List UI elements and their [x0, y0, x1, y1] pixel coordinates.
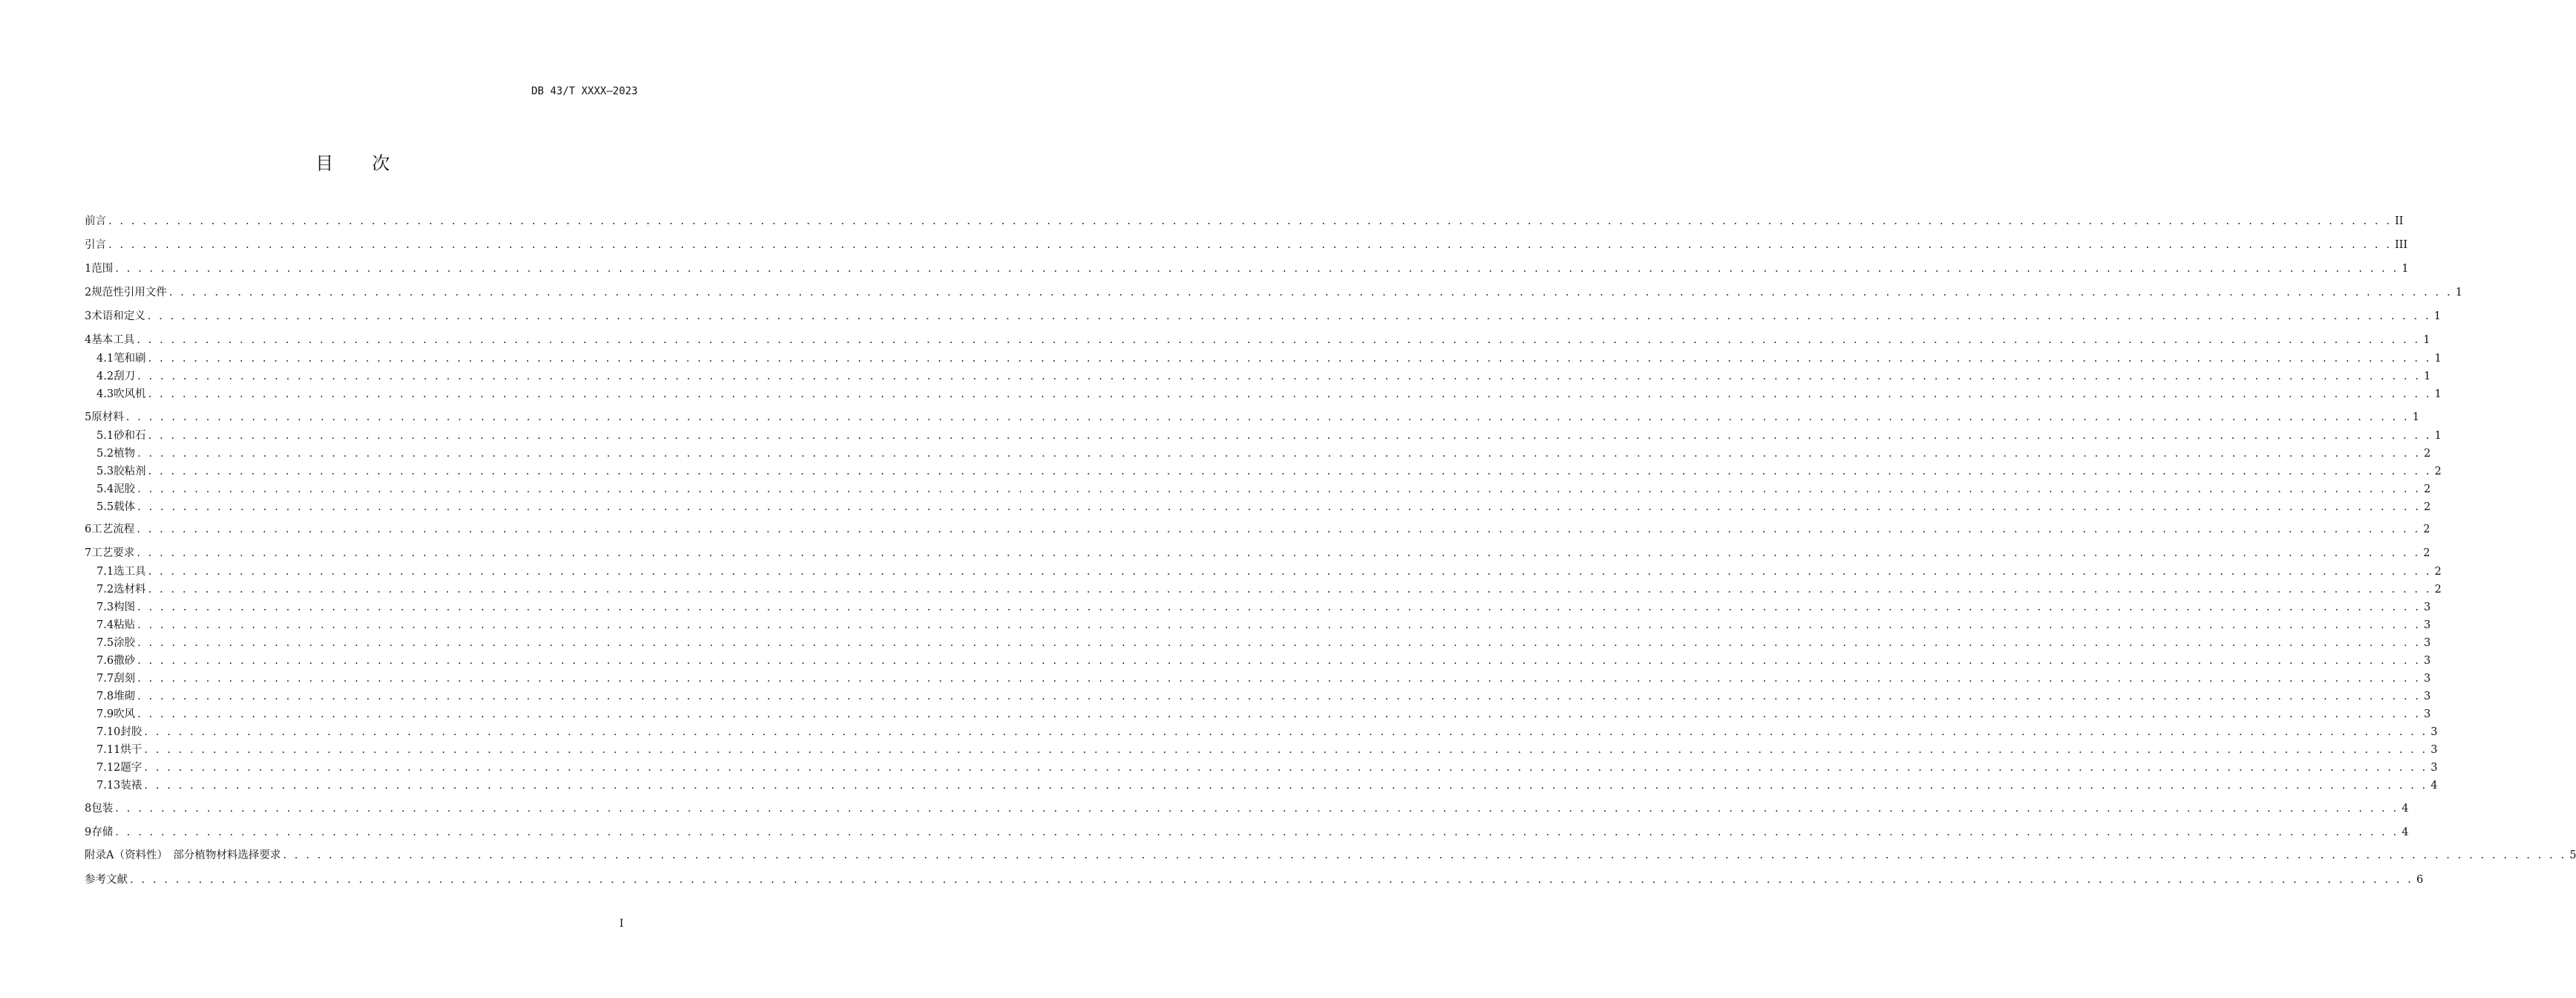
toc-entry[interactable] [85, 410, 2419, 425]
toc-entry-label: 工艺要求 [91, 547, 135, 559]
toc-entry-label: 植物 [114, 448, 136, 460]
toc-entry-label: 刮刻 [114, 673, 136, 685]
toc-entry-label: 附录A（资料性） 部分植物材料选择要求 [85, 849, 281, 861]
toc-entry-number: 7.8 [97, 691, 114, 702]
toc-entry-page: 4 [2402, 826, 2409, 838]
toc-entry-page: 1 [2433, 310, 2441, 322]
toc-leader-dots: . . . . . . . . . . . . . . . . . . . . . . . . . . . . . . . . . . . . . . . . . . . . . . . . . . . . . . . . . . . . . . . . . . . . . . . . . . . . . . . . . . . . . . . . . . . . . . . . . . . . . . . . . . . . . . . . . . . . . . . . . . . . . . . . . . . . . . . . . . . . . . . . . . . . . . . . . . . . . . . . . . . . . . . . . . . . . . . . . . . . . . . . . . . . . . . . . . . . . . . . [169, 287, 2453, 299]
toc-entry[interactable] [97, 671, 2431, 686]
toc-entry-label: 涂胶 [114, 637, 136, 649]
toc-entry[interactable] [85, 546, 2430, 561]
toc-entry-label: 构图 [114, 601, 136, 613]
toc-entry-page: 2 [2424, 501, 2431, 513]
toc-leader-dots: . . . . . . . . . . . . . . . . . . . . . . . . . . . . . . . . . . . . . . . . . . . . . . . . . . . . . . . . . . . . . . . . . . . . . . . . . . . . . . . . . . . . . . . . . . . . . . . . . . . . . . . . . . . . . . . . . . . . . . . . . . . . . . . . . . . . . . . . . . . . . . . . . . . . . . . . . . . . . . . . . . . . . . . . . . . . . . . . . . . . . . . . . . . . . . . . . . . . . . . . [148, 430, 2432, 442]
toc-entry[interactable] [85, 801, 2409, 816]
toc-entry-label: 范围 [91, 263, 114, 275]
toc-leader-dots: . . . . . . . . . . . . . . . . . . . . . . . . . . . . . . . . . . . . . . . . . . . . . . . . . . . . . . . . . . . . . . . . . . . . . . . . . . . . . . . . . . . . . . . . . . . . . . . . . . . . . . . . . . . . . . . . . . . . . . . . . . . . . . . . . . . . . . . . . . . . . . . . . . . . . . . . . . . . . . . . . . . . . . . . . . . . . . . . . . . . . . . . . . . . . . . . . . . . . . . . [137, 448, 2422, 460]
toc-leader-dots: . . . . . . . . . . . . . . . . . . . . . . . . . . . . . . . . . . . . . . . . . . . . . . . . . . . . . . . . . . . . . . . . . . . . . . . . . . . . . . . . . . . . . . . . . . . . . . . . . . . . . . . . . . . . . . . . . . . . . . . . . . . . . . . . . . . . . . . . . . . . . . . . . . . . . . . . . . . . . . . . . . . . . . . . . . . . . . . . . . . . . . . . . . . . . . . . . . . . . . . . [108, 215, 2392, 227]
toc-entry-page: 3 [2424, 673, 2431, 685]
toc-entry-label: 选工具 [114, 566, 146, 578]
toc-entry-number: 6 [85, 524, 92, 535]
toc-entry-page: 3 [2424, 637, 2431, 649]
title-char: 次 [372, 153, 390, 174]
toc-entry[interactable] [97, 636, 2431, 650]
toc-entry-page: 2 [2434, 466, 2442, 477]
toc-leader-dots: . . . . . . . . . . . . . . . . . . . . . . . . . . . . . . . . . . . . . . . . . . . . . . . . . . . . . . . . . . . . . . . . . . . . . . . . . . . . . . . . . . . . . . . . . . . . . . . . . . . . . . . . . . . . . . . . . . . . . . . . . . . . . . . . . . . . . . . . . . . . . . . . . . . . . . . . . . . . . . . . . . . . . . . . . . . . . . . . . . . . . . . . . . . . . . . . . . . . . . . . [283, 849, 2567, 861]
toc-entry-number: 5.2 [97, 448, 114, 460]
toc-entry-page: 2 [2434, 584, 2442, 596]
toc-entry-number: 7.11 [97, 744, 121, 756]
toc-entry[interactable] [97, 482, 2431, 497]
toc-entry-number: 7.2 [97, 584, 114, 596]
toc-entry-page: 6 [2416, 874, 2424, 886]
toc-entry-number: 4 [85, 334, 92, 346]
toc-leader-dots: . . . . . . . . . . . . . . . . . . . . . . . . . . . . . . . . . . . . . . . . . . . . . . . . . . . . . . . . . . . . . . . . . . . . . . . . . . . . . . . . . . . . . . . . . . . . . . . . . . . . . . . . . . . . . . . . . . . . . . . . . . . . . . . . . . . . . . . . . . . . . . . . . . . . . . . . . . . . . . . . . . . . . . . . . . . . . . . . . . . . . . . . . . . . . . . . . . . . . . . . [137, 371, 2422, 382]
toc-entry[interactable] [97, 500, 2431, 515]
toc-entry-page: 1 [2402, 263, 2409, 275]
toc-entry-label: 烘干 [120, 744, 143, 756]
toc-entry[interactable] [97, 351, 2442, 366]
toc-entry-label: 刮刀 [114, 371, 136, 382]
toc-entry-label: 规范性引用文件 [91, 287, 167, 299]
toc-leader-dots: . . . . . . . . . . . . . . . . . . . . . . . . . . . . . . . . . . . . . . . . . . . . . . . . . . . . . . . . . . . . . . . . . . . . . . . . . . . . . . . . . . . . . . . . . . . . . . . . . . . . . . . . . . . . . . . . . . . . . . . . . . . . . . . . . . . . . . . . . . . . . . . . . . . . . . . . . . . . . . . . . . . . . . . . . . . . . . . . . . . . . . . . . . . . . . . . . . . . . . . . [137, 524, 2421, 535]
toc-leader-dots: . . . . . . . . . . . . . . . . . . . . . . . . . . . . . . . . . . . . . . . . . . . . . . . . . . . . . . . . . . . . . . . . . . . . . . . . . . . . . . . . . . . . . . . . . . . . . . . . . . . . . . . . . . . . . . . . . . . . . . . . . . . . . . . . . . . . . . . . . . . . . . . . . . . . . . . . . . . . . . . . . . . . . . . . . . . . . . . . . . . . . . . . . . . . . . . . . . . . . . . . [115, 803, 2399, 815]
toc-entry-page: 1 [2434, 430, 2442, 442]
toc-entry-label: 存储 [91, 826, 114, 838]
toc-entry[interactable] [97, 387, 2442, 402]
toc-entry[interactable] [97, 707, 2431, 722]
toc-entry-number: 5.5 [97, 501, 114, 513]
toc-entry[interactable] [85, 873, 2424, 887]
toc-entry[interactable] [85, 238, 2408, 252]
toc-entry-number: 7.7 [97, 673, 114, 685]
toc-leader-dots: . . . . . . . . . . . . . . . . . . . . . . . . . . . . . . . . . . . . . . . . . . . . . . . . . . . . . . . . . . . . . . . . . . . . . . . . . . . . . . . . . . . . . . . . . . . . . . . . . . . . . . . . . . . . . . . . . . . . . . . . . . . . . . . . . . . . . . . . . . . . . . . . . . . . . . . . . . . . . . . . . . . . . . . . . . . . . . . . . . . . . . . . . . . . . . . . . . . . . . . . [144, 744, 2428, 756]
toc-entry-label: 笔和刷 [114, 353, 146, 365]
toc-leader-dots: . . . . . . . . . . . . . . . . . . . . . . . . . . . . . . . . . . . . . . . . . . . . . . . . . . . . . . . . . . . . . . . . . . . . . . . . . . . . . . . . . . . . . . . . . . . . . . . . . . . . . . . . . . . . . . . . . . . . . . . . . . . . . . . . . . . . . . . . . . . . . . . . . . . . . . . . . . . . . . . . . . . . . . . . . . . . . . . . . . . . . . . . . . . . . . . . . . . . . . . . [130, 874, 2413, 886]
toc-entry-number: 7.13 [97, 780, 121, 792]
toc-entry-page: 2 [2424, 448, 2431, 460]
toc-entry-number: 8 [85, 803, 92, 815]
toc-entry[interactable] [85, 214, 2404, 229]
toc-entry-number: 5.4 [97, 483, 114, 495]
toc-entry-label: 术语和定义 [91, 310, 146, 322]
toc-entry-number: 7.4 [97, 619, 114, 631]
toc-entry-page: 3 [2424, 708, 2431, 720]
toc-entry-page: II [2394, 215, 2404, 227]
footer-page-number: I [619, 918, 624, 930]
toc-entry-label: 粘贴 [114, 619, 136, 631]
toc-entry-page: 3 [2424, 691, 2431, 702]
toc-entry[interactable] [97, 743, 2438, 757]
toc-entry-page: 3 [2424, 655, 2431, 667]
toc-entry-number: 7.1 [97, 566, 114, 578]
toc-leader-dots: . . . . . . . . . . . . . . . . . . . . . . . . . . . . . . . . . . . . . . . . . . . . . . . . . . . . . . . . . . . . . . . . . . . . . . . . . . . . . . . . . . . . . . . . . . . . . . . . . . . . . . . . . . . . . . . . . . . . . . . . . . . . . . . . . . . . . . . . . . . . . . . . . . . . . . . . . . . . . . . . . . . . . . . . . . . . . . . . . . . . . . . . . . . . . . . . . . . . . . . . [137, 483, 2422, 495]
toc-leader-dots: . . . . . . . . . . . . . . . . . . . . . . . . . . . . . . . . . . . . . . . . . . . . . . . . . . . . . . . . . . . . . . . . . . . . . . . . . . . . . . . . . . . . . . . . . . . . . . . . . . . . . . . . . . . . . . . . . . . . . . . . . . . . . . . . . . . . . . . . . . . . . . . . . . . . . . . . . . . . . . . . . . . . . . . . . . . . . . . . . . . . . . . . . . . . . . . . . . . . . . . . [137, 619, 2422, 631]
toc-entry-page: 1 [2434, 388, 2442, 400]
toc-entry-label: 原材料 [91, 411, 124, 423]
toc-entry[interactable] [85, 261, 2409, 276]
toc-entry-page: 2 [2423, 547, 2430, 559]
toc-entry-number: 7.9 [97, 708, 114, 720]
toc-entry[interactable] [97, 618, 2431, 633]
toc-entry[interactable] [85, 309, 2441, 324]
toc-leader-dots: . . . . . . . . . . . . . . . . . . . . . . . . . . . . . . . . . . . . . . . . . . . . . . . . . . . . . . . . . . . . . . . . . . . . . . . . . . . . . . . . . . . . . . . . . . . . . . . . . . . . . . . . . . . . . . . . . . . . . . . . . . . . . . . . . . . . . . . . . . . . . . . . . . . . . . . . . . . . . . . . . . . . . . . . . . . . . . . . . . . . . . . . . . . . . . . . . . . . . . . . [137, 708, 2422, 720]
toc-entry-page: 1 [2455, 287, 2462, 299]
toc-entry-label: 包装 [91, 803, 114, 815]
toc-entry-label: 撒砂 [114, 655, 136, 667]
toc-entry-page: III [2394, 239, 2408, 251]
toc-entry-label: 胶粘剂 [114, 466, 146, 477]
toc-leader-dots: . . . . . . . . . . . . . . . . . . . . . . . . . . . . . . . . . . . . . . . . . . . . . . . . . . . . . . . . . . . . . . . . . . . . . . . . . . . . . . . . . . . . . . . . . . . . . . . . . . . . . . . . . . . . . . . . . . . . . . . . . . . . . . . . . . . . . . . . . . . . . . . . . . . . . . . . . . . . . . . . . . . . . . . . . . . . . . . . . . . . . . . . . . . . . . . . . . . . . . . . [148, 566, 2432, 578]
toc-entry-number: 7.3 [97, 601, 114, 613]
toc-entry[interactable] [97, 653, 2431, 668]
toc-entry[interactable] [85, 848, 2576, 863]
toc-entry-number: 4.3 [97, 388, 114, 400]
toc-entry-page: 2 [2434, 566, 2442, 578]
toc-entry[interactable] [85, 522, 2430, 537]
toc-entry[interactable] [85, 333, 2430, 348]
toc-entry-label: 封胶 [120, 726, 143, 738]
toc-leader-dots: . . . . . . . . . . . . . . . . . . . . . . . . . . . . . . . . . . . . . . . . . . . . . . . . . . . . . . . . . . . . . . . . . . . . . . . . . . . . . . . . . . . . . . . . . . . . . . . . . . . . . . . . . . . . . . . . . . . . . . . . . . . . . . . . . . . . . . . . . . . . . . . . . . . . . . . . . . . . . . . . . . . . . . . . . . . . . . . . . . . . . . . . . . . . . . . . . . . . . . . . [137, 691, 2422, 702]
toc-entry-number: 7.6 [97, 655, 114, 667]
toc-leader-dots: . . . . . . . . . . . . . . . . . . . . . . . . . . . . . . . . . . . . . . . . . . . . . . . . . . . . . . . . . . . . . . . . . . . . . . . . . . . . . . . . . . . . . . . . . . . . . . . . . . . . . . . . . . . . . . . . . . . . . . . . . . . . . . . . . . . . . . . . . . . . . . . . . . . . . . . . . . . . . . . . . . . . . . . . . . . . . . . . . . . . . . . . . . . . . . . . . . . . . . . . [148, 466, 2432, 477]
document-id: DB 43/T XXXX—2023 [531, 85, 638, 97]
toc-entry-number: 2 [85, 287, 92, 299]
toc-entry-label: 工艺流程 [91, 524, 135, 535]
toc-entry-page: 1 [2424, 371, 2431, 382]
toc-entry-page: 4 [2430, 780, 2438, 792]
toc-leader-dots: . . . . . . . . . . . . . . . . . . . . . . . . . . . . . . . . . . . . . . . . . . . . . . . . . . . . . . . . . . . . . . . . . . . . . . . . . . . . . . . . . . . . . . . . . . . . . . . . . . . . . . . . . . . . . . . . . . . . . . . . . . . . . . . . . . . . . . . . . . . . . . . . . . . . . . . . . . . . . . . . . . . . . . . . . . . . . . . . . . . . . . . . . . . . . . . . . . . . . . . . [148, 353, 2432, 365]
toc-entry-label: 参考文献 [85, 874, 128, 886]
toc-entry-page: 2 [2424, 483, 2431, 495]
toc-entry-number: 7.12 [97, 762, 121, 774]
toc-entry-page: 3 [2430, 744, 2438, 756]
toc-entry[interactable] [97, 725, 2438, 740]
toc-leader-dots: . . . . . . . . . . . . . . . . . . . . . . . . . . . . . . . . . . . . . . . . . . . . . . . . . . . . . . . . . . . . . . . . . . . . . . . . . . . . . . . . . . . . . . . . . . . . . . . . . . . . . . . . . . . . . . . . . . . . . . . . . . . . . . . . . . . . . . . . . . . . . . . . . . . . . . . . . . . . . . . . . . . . . . . . . . . . . . . . . . . . . . . . . . . . . . . . . . . . . . . . [137, 547, 2421, 559]
toc-entry-number: 7.10 [97, 726, 121, 738]
toc-leader-dots: . . . . . . . . . . . . . . . . . . . . . . . . . . . . . . . . . . . . . . . . . . . . . . . . . . . . . . . . . . . . . . . . . . . . . . . . . . . . . . . . . . . . . . . . . . . . . . . . . . . . . . . . . . . . . . . . . . . . . . . . . . . . . . . . . . . . . . . . . . . . . . . . . . . . . . . . . . . . . . . . . . . . . . . . . . . . . . . . . . . . . . . . . . . . . . . . . . . . . . . . [137, 655, 2422, 667]
toc-leader-dots: . . . . . . . . . . . . . . . . . . . . . . . . . . . . . . . . . . . . . . . . . . . . . . . . . . . . . . . . . . . . . . . . . . . . . . . . . . . . . . . . . . . . . . . . . . . . . . . . . . . . . . . . . . . . . . . . . . . . . . . . . . . . . . . . . . . . . . . . . . . . . . . . . . . . . . . . . . . . . . . . . . . . . . . . . . . . . . . . . . . . . . . . . . . . . . . . . . . . . . . . [137, 334, 2421, 346]
toc-entry-page: 1 [2412, 411, 2419, 423]
toc-entry-number: 9 [85, 826, 92, 838]
toc-leader-dots: . . . . . . . . . . . . . . . . . . . . . . . . . . . . . . . . . . . . . . . . . . . . . . . . . . . . . . . . . . . . . . . . . . . . . . . . . . . . . . . . . . . . . . . . . . . . . . . . . . . . . . . . . . . . . . . . . . . . . . . . . . . . . . . . . . . . . . . . . . . . . . . . . . . . . . . . . . . . . . . . . . . . . . . . . . . . . . . . . . . . . . . . . . . . . . . . . . . . . . . . [147, 310, 2431, 322]
toc-entry-page: 1 [2434, 353, 2442, 365]
toc-entry-page: 3 [2424, 601, 2431, 613]
toc-entry[interactable] [97, 464, 2442, 479]
toc-entry[interactable] [97, 428, 2442, 443]
toc-leader-dots: . . . . . . . . . . . . . . . . . . . . . . . . . . . . . . . . . . . . . . . . . . . . . . . . . . . . . . . . . . . . . . . . . . . . . . . . . . . . . . . . . . . . . . . . . . . . . . . . . . . . . . . . . . . . . . . . . . . . . . . . . . . . . . . . . . . . . . . . . . . . . . . . . . . . . . . . . . . . . . . . . . . . . . . . . . . . . . . . . . . . . . . . . . . . . . . . . . . . . . . . [108, 239, 2392, 251]
toc-entry-number: 5.3 [97, 466, 114, 477]
toc-entry-label: 吹风 [114, 708, 136, 720]
toc-entry-label: 堆砌 [114, 691, 136, 702]
toc-leader-dots: . . . . . . . . . . . . . . . . . . . . . . . . . . . . . . . . . . . . . . . . . . . . . . . . . . . . . . . . . . . . . . . . . . . . . . . . . . . . . . . . . . . . . . . . . . . . . . . . . . . . . . . . . . . . . . . . . . . . . . . . . . . . . . . . . . . . . . . . . . . . . . . . . . . . . . . . . . . . . . . . . . . . . . . . . . . . . . . . . . . . . . . . . . . . . . . . . . . . . . . . [115, 263, 2399, 275]
toc-leader-dots: . . . . . . . . . . . . . . . . . . . . . . . . . . . . . . . . . . . . . . . . . . . . . . . . . . . . . . . . . . . . . . . . . . . . . . . . . . . . . . . . . . . . . . . . . . . . . . . . . . . . . . . . . . . . . . . . . . . . . . . . . . . . . . . . . . . . . . . . . . . . . . . . . . . . . . . . . . . . . . . . . . . . . . . . . . . . . . . . . . . . . . . . . . . . . . . . . . . . . . . . [137, 673, 2422, 685]
toc-entry-label: 引言 [85, 239, 106, 251]
toc-leader-dots: . . . . . . . . . . . . . . . . . . . . . . . . . . . . . . . . . . . . . . . . . . . . . . . . . . . . . . . . . . . . . . . . . . . . . . . . . . . . . . . . . . . . . . . . . . . . . . . . . . . . . . . . . . . . . . . . . . . . . . . . . . . . . . . . . . . . . . . . . . . . . . . . . . . . . . . . . . . . . . . . . . . . . . . . . . . . . . . . . . . . . . . . . . . . . . . . . . . . . . . . [137, 637, 2422, 649]
toc-entry-number: 4.2 [97, 371, 114, 382]
toc-leader-dots: . . . . . . . . . . . . . . . . . . . . . . . . . . . . . . . . . . . . . . . . . . . . . . . . . . . . . . . . . . . . . . . . . . . . . . . . . . . . . . . . . . . . . . . . . . . . . . . . . . . . . . . . . . . . . . . . . . . . . . . . . . . . . . . . . . . . . . . . . . . . . . . . . . . . . . . . . . . . . . . . . . . . . . . . . . . . . . . . . . . . . . . . . . . . . . . . . . . . . . . . [125, 411, 2410, 423]
toc-leader-dots: . . . . . . . . . . . . . . . . . . . . . . . . . . . . . . . . . . . . . . . . . . . . . . . . . . . . . . . . . . . . . . . . . . . . . . . . . . . . . . . . . . . . . . . . . . . . . . . . . . . . . . . . . . . . . . . . . . . . . . . . . . . . . . . . . . . . . . . . . . . . . . . . . . . . . . . . . . . . . . . . . . . . . . . . . . . . . . . . . . . . . . . . . . . . . . . . . . . . . . . . [137, 501, 2422, 513]
page-title [0, 149, 705, 175]
toc-entry-number: 3 [85, 310, 92, 322]
toc-leader-dots: . . . . . . . . . . . . . . . . . . . . . . . . . . . . . . . . . . . . . . . . . . . . . . . . . . . . . . . . . . . . . . . . . . . . . . . . . . . . . . . . . . . . . . . . . . . . . . . . . . . . . . . . . . . . . . . . . . . . . . . . . . . . . . . . . . . . . . . . . . . . . . . . . . . . . . . . . . . . . . . . . . . . . . . . . . . . . . . . . . . . . . . . . . . . . . . . . . . . . . . . [144, 726, 2428, 738]
toc-leader-dots: . . . . . . . . . . . . . . . . . . . . . . . . . . . . . . . . . . . . . . . . . . . . . . . . . . . . . . . . . . . . . . . . . . . . . . . . . . . . . . . . . . . . . . . . . . . . . . . . . . . . . . . . . . . . . . . . . . . . . . . . . . . . . . . . . . . . . . . . . . . . . . . . . . . . . . . . . . . . . . . . . . . . . . . . . . . . . . . . . . . . . . . . . . . . . . . . . . . . . . . . [144, 762, 2428, 774]
title-char: 目 [316, 153, 333, 174]
toc-entry[interactable] [97, 778, 2438, 793]
toc-entry-page: 3 [2424, 619, 2431, 631]
toc-entry-number: 4.1 [97, 353, 114, 365]
toc-entry-page: 4 [2402, 803, 2409, 815]
toc-entry-label: 装裱 [120, 780, 143, 792]
toc-leader-dots: . . . . . . . . . . . . . . . . . . . . . . . . . . . . . . . . . . . . . . . . . . . . . . . . . . . . . . . . . . . . . . . . . . . . . . . . . . . . . . . . . . . . . . . . . . . . . . . . . . . . . . . . . . . . . . . . . . . . . . . . . . . . . . . . . . . . . . . . . . . . . . . . . . . . . . . . . . . . . . . . . . . . . . . . . . . . . . . . . . . . . . . . . . . . . . . . . . . . . . . . [115, 826, 2399, 838]
toc-entry-label: 载体 [114, 501, 136, 513]
toc-entry[interactable] [97, 564, 2442, 579]
toc-entry-page: 3 [2430, 726, 2438, 738]
toc-entry-number: 5 [85, 411, 92, 423]
toc-entry-label: 基本工具 [91, 334, 135, 346]
toc-entry[interactable] [97, 600, 2431, 615]
toc-entry[interactable] [97, 582, 2442, 597]
toc-entry-page: 2 [2423, 524, 2430, 535]
toc-entry-page: 5 [2569, 849, 2576, 861]
toc-entry[interactable] [97, 760, 2438, 775]
toc-entry[interactable] [85, 825, 2409, 840]
toc-leader-dots: . . . . . . . . . . . . . . . . . . . . . . . . . . . . . . . . . . . . . . . . . . . . . . . . . . . . . . . . . . . . . . . . . . . . . . . . . . . . . . . . . . . . . . . . . . . . . . . . . . . . . . . . . . . . . . . . . . . . . . . . . . . . . . . . . . . . . . . . . . . . . . . . . . . . . . . . . . . . . . . . . . . . . . . . . . . . . . . . . . . . . . . . . . . . . . . . . . . . . . . . [148, 388, 2432, 400]
toc-entry-label: 前言 [85, 215, 106, 227]
toc-entry-number: 1 [85, 263, 92, 275]
toc-leader-dots: . . . . . . . . . . . . . . . . . . . . . . . . . . . . . . . . . . . . . . . . . . . . . . . . . . . . . . . . . . . . . . . . . . . . . . . . . . . . . . . . . . . . . . . . . . . . . . . . . . . . . . . . . . . . . . . . . . . . . . . . . . . . . . . . . . . . . . . . . . . . . . . . . . . . . . . . . . . . . . . . . . . . . . . . . . . . . . . . . . . . . . . . . . . . . . . . . . . . . . . . [148, 584, 2432, 596]
toc-entry-label: 选材料 [114, 584, 146, 596]
toc-entry-label: 吹风机 [114, 388, 146, 400]
toc-entry-label: 题字 [120, 762, 143, 774]
toc-entry-number: 5.1 [97, 430, 114, 442]
toc-leader-dots: . . . . . . . . . . . . . . . . . . . . . . . . . . . . . . . . . . . . . . . . . . . . . . . . . . . . . . . . . . . . . . . . . . . . . . . . . . . . . . . . . . . . . . . . . . . . . . . . . . . . . . . . . . . . . . . . . . . . . . . . . . . . . . . . . . . . . . . . . . . . . . . . . . . . . . . . . . . . . . . . . . . . . . . . . . . . . . . . . . . . . . . . . . . . . . . . . . . . . . . . [144, 780, 2428, 792]
toc-entry-page: 1 [2423, 334, 2430, 346]
toc-entry-label: 砂和石 [114, 430, 146, 442]
toc-entry-page: 3 [2430, 762, 2438, 774]
toc-entry-label: 泥胶 [114, 483, 136, 495]
toc-entry[interactable] [97, 369, 2431, 384]
toc-entry[interactable] [97, 689, 2431, 704]
toc-entry-number: 7.5 [97, 637, 114, 649]
toc-entry[interactable] [85, 285, 2462, 300]
toc-entry[interactable] [97, 446, 2431, 461]
toc-entry-number: 7 [85, 547, 92, 559]
toc-leader-dots: . . . . . . . . . . . . . . . . . . . . . . . . . . . . . . . . . . . . . . . . . . . . . . . . . . . . . . . . . . . . . . . . . . . . . . . . . . . . . . . . . . . . . . . . . . . . . . . . . . . . . . . . . . . . . . . . . . . . . . . . . . . . . . . . . . . . . . . . . . . . . . . . . . . . . . . . . . . . . . . . . . . . . . . . . . . . . . . . . . . . . . . . . . . . . . . . . . . . . . . . [137, 601, 2422, 613]
